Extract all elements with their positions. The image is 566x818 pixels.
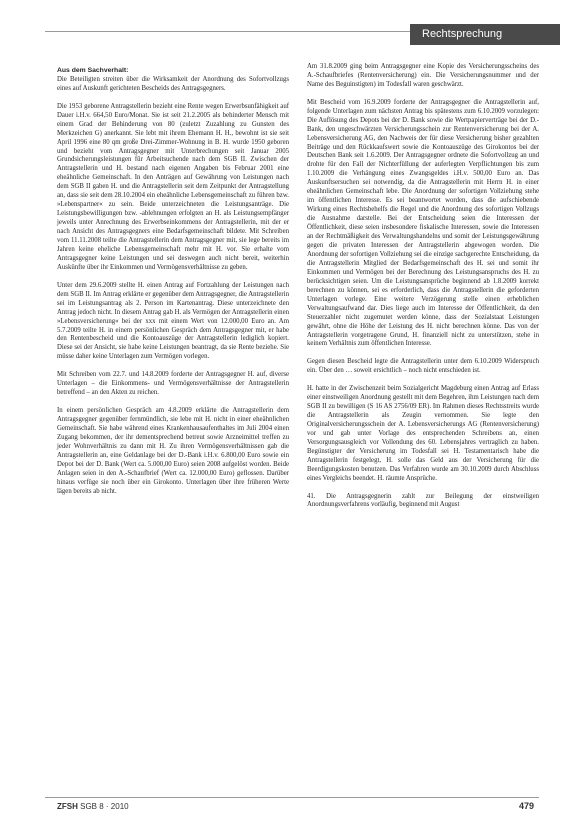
paragraph: H. hatte in der Zwischenzeit beim Sozialgericht Magdeburg einen Antrag auf Erlass einer einstweiligen Anordnung gestellt mit dem Begehren, ihm Leistungen nach dem SGB II zu bewilligen (S 16 AS 2756/09 ER). Im Rahmen dieses Rechtsstreits wurde die Antragstellerin als Zeugin vernommen. Sie legte den Originalversicherungsschein der A. Lebensversicherungs AG (Rentenversicherung) vor und gab unter Vorlage des entsprechenden Schreibens an, einen Versorgungsausgleich vor Vollendung des 60. Lebensjahres vertraglich zu haben. Begünstigter der Versicherung im Todesfall sei H. Testamentarisch habe die Antragstellerin festgelegt, H. solle das Geld aus der Versicherung für die Beerdigungskosten benutzen. Das Verfahren wurde am 30.10.2009 durch Abschluss eines Vergleichs beendet. H. räumte Ansprüche. [307,385,539,482]
paragraph: Gegen diesen Bescheid legte die Antragstellerin unter dem 6.10.2009 Widerspruch ein. Über den … soweit ersichtlich – noch nicht entschieden ist. [307,358,539,375]
paragraph: Am 31.8.2009 ging beim Antragsgegner eine Kopie des Versicherungsscheins des A.-Schaufbriefes (Rentenversicherung) ein. Die Versicherungsnummer und der Name des Beguinstigten) im Todesfall waren geschwärzt. [307,63,539,88]
right-column [307,63,539,519]
paragraph: Mit Schreiben vom 22.7. und 14.8.2009 forderte der Antragsgegner H. auf, diverse Unterlagen – die Einkommens- und Vermögensverhältnisse der Antragstellerin betreffend – an den Akten zu reichen. [57,371,289,397]
section-heading: Aus dem Sachverhalt: [57,67,129,74]
journal-citation [57,802,129,811]
paragraph: 41. Die Antragsgegnerin zahlt zur Beilegung der einstweiligen Anordnungsverfahrens vorläufig, beginnend mit August [307,492,539,509]
paragraph: Mit Bescheid vom 16.9.2009 forderte der Antragsgegner die Antragstellerin auf, folgende Unterlagen zum nächsten Antrag bis spätestens zum 6.10.2009 vorzulegen: Die Auflösung des Depots bei der D. Bank sowie die Wertpapierverträge bei der D.-Bank, den ungeschwärzten Versicherungsschein zur Rentenversicherung bei der A. Lebensversicherung AG, den Nachweis der für diese Versicherung bisher gezahlten Beiträge und den Rückkaufswert sowie die Kontoauszüge des Girokontos bei der Deutschen Bank seit 1.6.2009. Der Antragsgegner ordnete die Sofortvollzug an und drohte für den Fall der Nichterfüllung der auferlegten Verpflichtungen bis zum 1.10.2009 die Verhängung eines Zwangsgeldes i.H.v. 500,00 Euro an. Das Auskunftsersuchen sei notwendig, da die Antragstellerin mit Herrn H. in einer eheähnlichen Gemeinschaft lebe. Die Anordnung der sofortigen Vollziehung stehe im öffentlichen Interesse. Es sei beantwortet worden, dass die aufschiebende Wirkung eines Rechtsbehelfs die Regel und die Anordnung des sofortigen Vollzugs die Ausnahme darstelle. Bei der Entscheidung seien die Interessen der Öffentlichkeit, diese seien insbesondere fiskalische Interessen, sowie die Interessen an der Rechtmäßigkeit des Verwaltungshandelns und somit der Leistungsgewährung gegen die privaten Interessen der Antragstellerin abgewogen worden. Die Anordnung der sofortigen Vollziehung sei die einzige sachgerechte Entscheidung, da die Antragstellerin Mitglied der Bedarfsgemeinschaft des H. sei und somit ihr Einkommen und Vermögen bei der Berechnung des Leistungsanspruchs des H. zu berücksichtigen seien. Um die Leistungsansprüche beginnend ab 1.8.2009 korrekt berechnen zu können, sei es erforderlich, dass die Antragstellerin die geforderten Unterlagen vorlege. Eine weitere Verzögerung stelle einen erheblichen Verwaltungsaufwand dar. Dies liege auch im Interesse der Öffentlichkeit, da den Steuerzahler nicht zugemutet werden könne, dass der Sozialstaat Leistungen gewährt, ohne die Höhe der Leistung des H. nicht berechnen könne. Das von der Antragstellerin vorgetragene Grund, H. finanziell nicht zu unterstützen, stehe in keinem Verhältnis zum öffentlichen Interesse. [307,98,539,348]
journal-issue: SGB 8 · 2010 [80,802,129,811]
journal-prefix: ZFSH [57,802,78,811]
paragraph: Die Beteiligten streiten über die Wirksamkeit der Anordnung des Sofortvollzugs eines auf Auskunft gerichteten Bescheids des Antragsgegners. [57,75,289,92]
left-column [57,67,289,505]
section-label: Rechtsprechung [410,24,560,45]
paragraph: Unter dem 29.6.2009 stellte H. einen Antrag auf Fortzahlung der Leistungen nach dem SGB II. Im Antrag erklärte er gegenüber dem Antragsgegner, die Antragstellerin sei im Leistungsantrag als 2. Person im Kartenantrag. Diese unterzeichnete den Antrag jedoch nicht. In diesem Antrag gab H. als Vermögen der Antragstellerin einen »Lebensversicherung« bei der xxx mit einem Wert von 12.000,00 Euro an. Am 5.7.2009 teilte H. in einem persönlichen Gespräch dem Antragsgegner mit, er habe den Rentenbescheid und die Kontoauszüge der Antragstellerin lediglich kopiert. Diese sei der Ansicht, sie habe keine Leistungen beantragt, da sie Rente beziehe. Sie müsse daher keine Unterlagen zum Vermögen vorlegen. [57,281,289,361]
footer-rule [45,797,539,798]
paragraph: Die 1953 geborene Antragstellerin bezieht eine Rente wegen Erwerbsunfähigkeit auf Dauer i.H.v. 664,50 Euro/Monat. Sie ist seit 21.2.2005 als behinderter Mensch mit einem Grad der Behinderung von 80 (zuletzt Zuzahlung zu Gunsten des Merkzeichen G) anerkannt. Sie lebt mit ihrem Ehemann H. H., bewohnt ist sie seit April 1996 eine 80 qm große Drei-Zimmer-Wohnung in B. H. wurde 1950 geboren und bezieht vom Antragsgegner mit Unterbrechungen seit Januar 2005 Grundsicherungsleistungen für Arbeitsuchende nach dem SGB II. Zwischen der Antragstellerin und H. bestand nach eigenen Angaben bis Februar 2001 eine eheähnliche Gemeinschaft. In den Anträgen auf Gewährung von Leistungen nach dem SGB II gaben H. und die Antragstellerin seit dem Zeitpunkt der Antragstellung an, dass sie seit dem 28.10.2004 ein eheähnliche Lebensgemeinschaft zu führen bzw. »Lebenspartner« zu sein. Beide unterzeichneten die Leistungsanträge. Die Leistungsbewilligungen bzw. -ablehnungen erfolgten an H. als Leistungsempfänger jeweils unter Anrechnung des Erwerbseinkommens der Antragstellerin, mit der er nach Ansicht des Antragsgegners eine Bedarfsgemeinschaft bildete. Mit Schreiben vom 11.11.2008 teilte die Antragstellerin dem Antragsgegner mit, sie lege bereits im Jahren keine eheliche Lebensgemeinschaft mehr mit H. vor. Sie erhalte vom Antragsgegner keine Leistungen und sei deswegen auch nicht bereit, weiterhin Auskünfte über ihr Einkommen und Vermögensverhältnisse zu geben. [57,102,289,271]
page-number: 479 [519,801,535,811]
paragraph: In einem persönlichen Gespräch am 4.8.2009 erklärte die Antragstellerin dem Antragsgegner gegenüber fernmündlich, sie lebe mit H. nicht in einer eheähnlichen Gemeinschaft. Sie habe während eines Krankenhausaufenthaltes im Juli 2004 einen Zugang bekommen, der ihr dementsprechend betreut sowie Arzneimittel treffen zu jeder Wohnverhältnis zu dann mit H. Zu ihren Vermögensverhältnissen gab die Antragstellerin an, eine Geldanlage bei der D.-Bank i.H.v. 6.800,00 Euro sowie ein Depot bei der D. Bank (Wert ca. 5.000,00 Euro) seien 2008 aufgelöst worden. Beide Anlagen seien in den A.-Schaufbrief (Wert ca. 12.000,00 Euro) geflossen. Darüber hinaus verfüge sie noch über ein Girokonto. Unterlagen über ihre früheren Werte lägen bereits ab nicht. [57,406,289,495]
